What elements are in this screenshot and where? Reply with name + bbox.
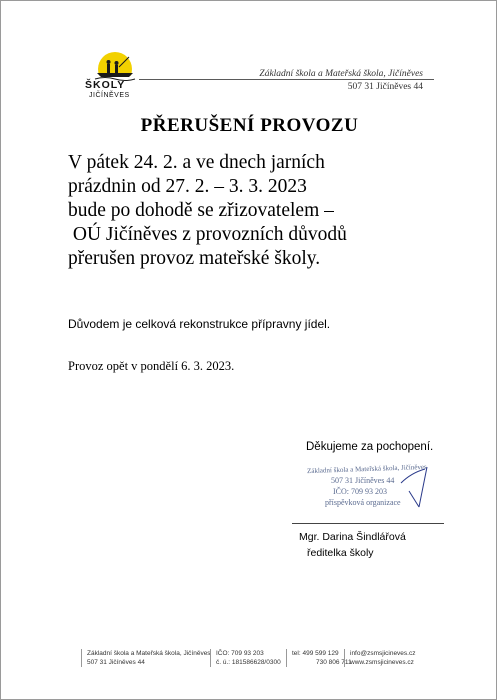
- stamp-line: 507 31 Jičíněves 44: [331, 476, 395, 485]
- announcement-line: prázdnin od 27. 2. – 3. 3. 2023: [68, 176, 307, 197]
- footer-divider: [81, 649, 82, 667]
- logo-text-bottom: JIČÍNĚVES: [89, 92, 130, 99]
- footer-ids: [216, 649, 281, 667]
- logo-text-top: ŠKOLY: [85, 79, 126, 91]
- announcement-line: přerušen provoz mateřské školy.: [68, 248, 321, 269]
- stamp-line: IČO: 709 93 203: [333, 487, 387, 496]
- official-stamp: [301, 463, 436, 515]
- reason-text: Důvodem je celková rekonstrukce přípravny jídel.: [68, 317, 331, 331]
- footer-divider: [344, 649, 345, 667]
- footer-line: Základní škola a Mateřská škola, Jičíněves: [87, 650, 211, 657]
- footer-phone: [292, 649, 352, 667]
- footer-line: www.zsmsjicineves.cz: [350, 659, 414, 666]
- stamp-line: příspěvková organizace: [325, 498, 401, 507]
- reopen-text: Provoz opět v pondělí 6. 3. 2023.: [68, 359, 235, 373]
- footer-line: IČO: 709 93 203: [216, 650, 264, 657]
- school-logo: [85, 49, 145, 109]
- footer-line: 730 806 711: [316, 659, 352, 666]
- footer-contact: [350, 649, 415, 667]
- signature-line: [292, 523, 444, 524]
- footer-divider: [286, 649, 287, 667]
- stamp-line: Základní škola a Mateřská škola, Jičíněves: [306, 462, 427, 476]
- announcement-line: bude po dohodě se zřizovatelem –: [68, 200, 334, 221]
- signatory-name: Mgr. Darina Šindlářová: [299, 531, 406, 543]
- footer-line: č. ú.: 181586628/0300: [216, 659, 281, 666]
- announcement-line: OÚ Jičíněves z provozních důvodů: [68, 224, 347, 245]
- footer-line: info@zsmsjicineves.cz: [350, 650, 416, 657]
- announcement-text: [68, 151, 468, 271]
- header-address: 507 31 Jičíněves 44: [347, 82, 423, 92]
- thanks-text: Děkujeme za pochopení.: [306, 441, 434, 453]
- announcement-line: V pátek 24. 2. a ve dnech jarních: [68, 152, 325, 173]
- signature-scribble-icon: [301, 463, 436, 515]
- header-school-name: Základní škola a Mateřská škola, Jičíněves: [259, 69, 423, 79]
- footer-line: tel: 499 599 129: [292, 650, 339, 657]
- footer-line: 507 31 Jičíněves 44: [87, 659, 145, 666]
- footer-divider: [210, 649, 211, 667]
- signatory-role: ředitelka školy: [307, 547, 374, 559]
- footer-address: [87, 649, 211, 667]
- page-title: PŘERUŠENÍ PROVOZU: [140, 115, 359, 136]
- sun-boat-icon: [85, 49, 145, 81]
- header-divider: [139, 79, 434, 80]
